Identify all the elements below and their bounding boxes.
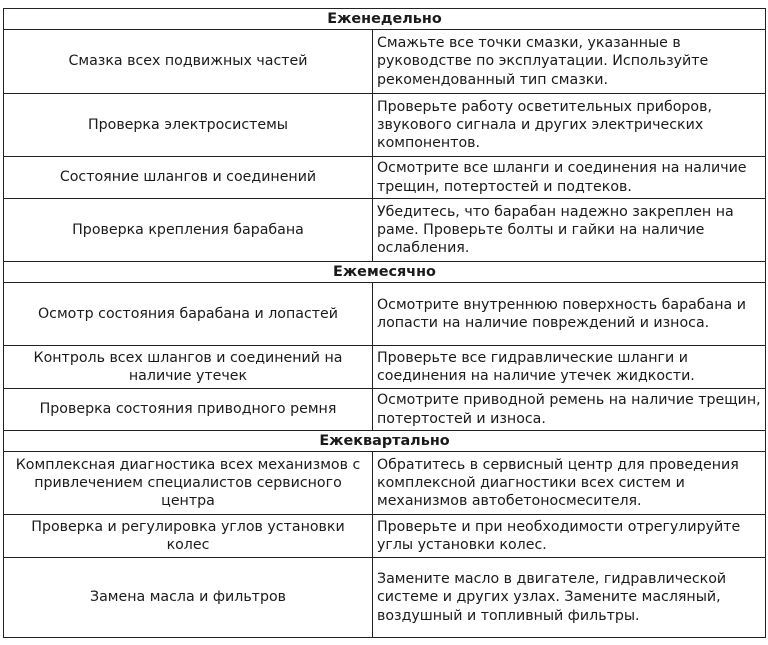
table-row bbox=[4, 452, 766, 515]
section-header-row bbox=[4, 262, 766, 283]
task-cell: Осмотр состояния барабана и лопастей bbox=[4, 283, 373, 346]
description-cell: Проверьте работу осветительных приборов, звукового сигнала и других электрических компонентов. bbox=[373, 94, 766, 157]
description-cell: Замените масло в двигателе, гидравлической системе и других узлах. Замените масляный, воздушный и топливный фильтры. bbox=[373, 558, 766, 638]
description-cell: Смажьте все точки смазки, указанные в руководстве по эксплуатации. Используйте рекомендованный тип смазки. bbox=[373, 30, 766, 94]
table-row bbox=[4, 389, 766, 431]
task-cell: Контроль всех шлангов и соединений на наличие утечек bbox=[4, 346, 373, 389]
maintenance-schedule-table bbox=[3, 8, 766, 638]
task-cell: Состояние шлангов и соединений bbox=[4, 157, 373, 199]
section-header-row bbox=[4, 9, 766, 30]
description-cell: Осмотрите приводной ремень на наличие трещин, потертостей и износа. bbox=[373, 389, 766, 431]
table-row bbox=[4, 30, 766, 94]
section-title-monthly: Ежемесячно bbox=[4, 262, 766, 283]
task-cell: Проверка и регулировка углов установки колес bbox=[4, 515, 373, 558]
task-cell: Смазка всех подвижных частей bbox=[4, 30, 373, 94]
description-cell: Убедитесь, что барабан надежно закреплен на раме. Проверьте болты и гайки на наличие ослабления. bbox=[373, 199, 766, 262]
description-cell: Обратитесь в сервисный центр для проведения комплексной диагностики всех систем и механизмов автобетоносмесителя. bbox=[373, 452, 766, 515]
task-cell: Замена масла и фильтров bbox=[4, 558, 373, 638]
task-cell: Проверка электросистемы bbox=[4, 94, 373, 157]
task-cell: Комплексная диагностика всех механизмов с привлечением специалистов сервисного центра bbox=[4, 452, 373, 515]
description-cell: Проверьте и при необходимости отрегулируйте углы установки колес. bbox=[373, 515, 766, 558]
description-cell: Осмотрите все шланги и соединения на наличие трещин, потертостей и подтеков. bbox=[373, 157, 766, 199]
table-row bbox=[4, 94, 766, 157]
table-row bbox=[4, 558, 766, 638]
task-cell: Проверка крепления барабана bbox=[4, 199, 373, 262]
task-cell: Проверка состояния приводного ремня bbox=[4, 389, 373, 431]
section-title-weekly: Еженедельно bbox=[4, 9, 766, 30]
table-row bbox=[4, 346, 766, 389]
description-cell: Осмотрите внутреннюю поверхность барабана и лопасти на наличие повреждений и износа. bbox=[373, 283, 766, 346]
table-row bbox=[4, 283, 766, 346]
table-row bbox=[4, 199, 766, 262]
table-row bbox=[4, 515, 766, 558]
description-cell: Проверьте все гидравлические шланги и соединения на наличие утечек жидкости. bbox=[373, 346, 766, 389]
section-header-row bbox=[4, 431, 766, 452]
table-row bbox=[4, 157, 766, 199]
section-title-quarterly: Ежеквартально bbox=[4, 431, 766, 452]
